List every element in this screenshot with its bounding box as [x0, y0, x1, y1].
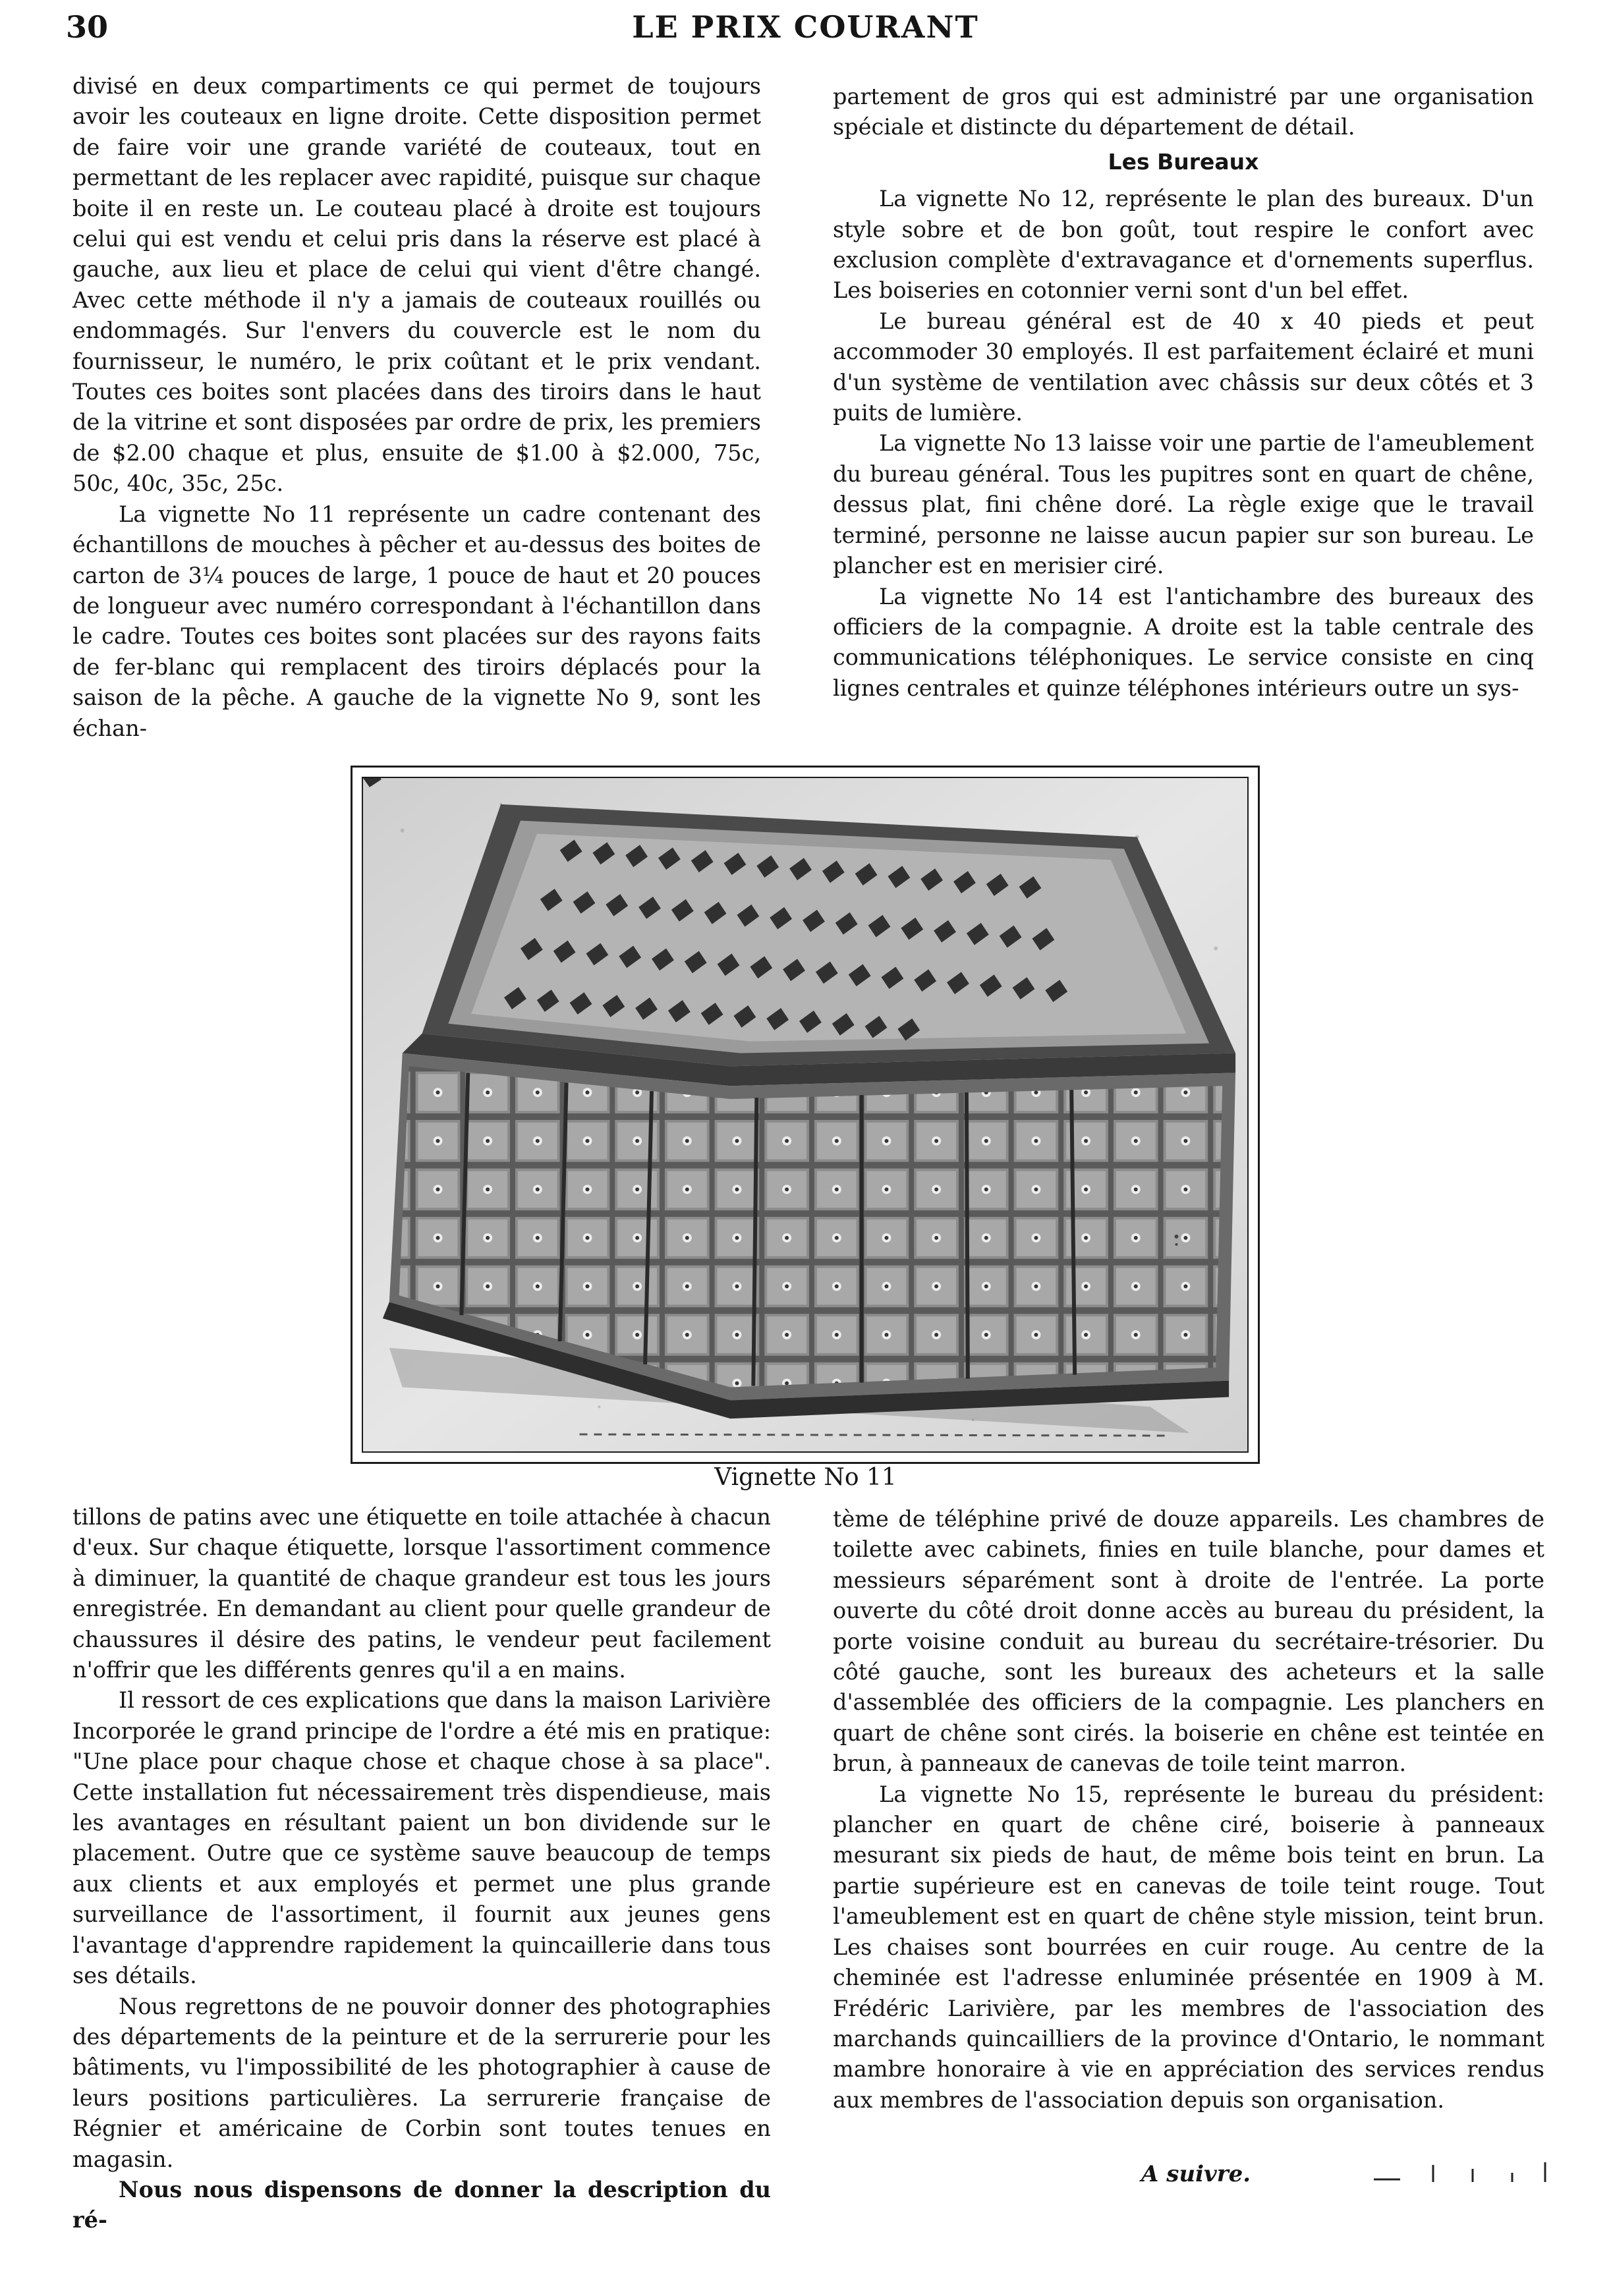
- continued-label: A suivre.: [1141, 2161, 1251, 2187]
- article-paragraph: Nous regrettons de ne pouvoir donner des photographies des départements de la peinture et de la serrurerie pour les bâtiments, vu l'impossibilité de les photographier à cause de leurs positions particulières. La serrurerie française de Régnier et américaine de Corbin sont toutes tenues en magasin.: [72, 1993, 771, 2172]
- article-column-bottom-right: [833, 1504, 1544, 2115]
- figure-caption: Vignette No 11: [714, 1464, 897, 1491]
- display-cabinet-photo: [363, 778, 1247, 1451]
- article-paragraph: Le bureau général est de 40 x 40 pieds et peut accommoder 30 employés. Il est parfaitement éclairé et muni d'un système de ventilation avec châssis sur deux côtés et 3 puits de lumière.: [833, 308, 1534, 426]
- article-paragraph: partement de gros qui est administré par une organisation spéciale et distincte du département de détail.: [833, 84, 1534, 140]
- article-column-top-left: [72, 71, 761, 744]
- article-paragraph: La vignette No 11 représente un cadre contenant des échantillons de mouches à pêcher et au-dessus des boites de carton de 3¼ pouces de large, 1 pouce de haut et 20 pouces de longueur avec numéro correspondant à l'échantillon dans le cadre. Toutes ces boites sont placées sur des rayons faits de fer-blanc qui remplacent des tiroirs déplacés pour la saison de la pêche. A gauche de la vignette No 9, sont les échan-: [72, 501, 761, 741]
- section-heading: Les Bureaux: [1108, 148, 1259, 175]
- article-paragraph: Il ressort de ces explications que dans la maison Larivière Incorporée le grand principe de l'ordre a été mis en pratique: "Une place pour chaque chose et chaque chose à sa place". Cette installation fut nécessairement très dispendieuse, mais les avantages en résultant paient un bon dividende sur le placement. Outre que ce système sauve beaucoup de temps aux clients et aux employés et permet une plus grande surveillance de l'assortiment, il fournit aux jeunes gens l'avantage d'apprendre rapidement la quincaillerie dans tous ses détails.: [72, 1687, 771, 1989]
- article-paragraph: tème de téléphine privé de douze appareils. Les chambres de toilette avec cabinets, finies en tuile blanche, pour dames et messieurs séparément sont à droite de l'entrée. La porte ouverte du côté droit donne accès au bureau du président, la porte voisine conduit au bureau du secrétaire-trésorier. Du côté gauche, sont les bureaux des acheteurs et la salle d'assemblée des officiers de la compagnie. Les planchers en quart de chêne sont cirés. la boiserie en chêne est teintée en brun, à panneaux de canevas de toile teint marron.: [833, 1506, 1544, 1777]
- figure-border: [362, 777, 1249, 1453]
- article-paragraph: La vignette No 13 laisse voir une partie de l'ameublement du bureau général. Tous les pupitres sont en quart de chêne, dessus plat, fini chêne doré. La règle exige que le travail terminé, personne ne laisse aucun papier sur son bureau. Le plancher est en merisier ciré.: [833, 430, 1534, 579]
- figure-frame: [351, 766, 1260, 1464]
- article-column-top-right: [833, 82, 1534, 704]
- article-paragraph: La vignette No 14 est l'antichambre des bureaux des officiers de la compagnie. A droite est la table centrale des communications téléphoniques. Le service consiste en cinq lignes centrales et quinze téléphones intérieurs outre un sys-: [833, 583, 1534, 701]
- article-column-bottom-left: [72, 1502, 771, 2236]
- article-paragraph: divisé en deux compartiments ce qui permet de toujours avoir les couteaux en ligne droite. Cette disposition permet de faire voir une grande variété de couteaux, tout en permettant de les replacer avec rapidité, puisque sur chaque boite il en reste un. Le couteau placé à droite est toujours celui qui est vendu et celui pris dans la réserve est placé à gauche, aux lieu et place de celui qui vient d'être changé. Avec cette méthode il n'y a jamais de couteaux rouillés ou endommagés. Sur l'envers du couvercle est le nom du fournisseur, le numéro, le prix coûtant et le prix vendant. Toutes ces boites sont placées dans des tiroirs dans le haut de la vitrine et sont disposées par ordre de prix, les premiers de $2.00 chaque et plus, ensuite de $1.00 à $2.000, 75c, 50c, 40c, 35c, 25c.: [72, 73, 761, 497]
- page-number: 30: [66, 9, 109, 45]
- article-paragraph: La vignette No 12, représente le plan des bureaux. D'un style sobre et de bon goût, tout respire le confort avec exclusion complète d'extravagance et d'ornements superflus. Les boiseries en cotonnier verni sont d'un bel effet.: [833, 186, 1534, 304]
- article-paragraph: tillons de patins avec une étiquette en toile attachée à chacun d'eux. Sur chaque étiquette, lorsque l'assortiment commence à diminuer, la quantité de chaque grandeur est tous les jours enregistrée. En demandant au client pour quelle grandeur de chaussures il désire des patins, le vendeur peut facilement n'offrir que les différents genres qu'il a en mains.: [72, 1504, 771, 1683]
- article-paragraph: Nous nous dispensons de donner la description du ré-: [72, 2176, 771, 2233]
- page-title: LE PRIX COURANT: [632, 9, 979, 45]
- scan-edge-marks: [1374, 2160, 1558, 2186]
- article-paragraph: La vignette No 15, représente le bureau du président: plancher en quart de chêne ciré, boiserie à panneaux mesurant six pieds de haut, de même bois teint en brun. La partie supérieure est en canevas de toile teint rouge. Tout l'ameublement est en quart de chêne style mission, teint brun. Les chaises sont bourrées en cuir rouge. Au centre de la cheminée est l'adresse enluminée présentée en 1909 à M. Frédéric Larivière, par les membres de l'association des marchands quincailliers de la province d'Ontario, le nommant mambre honoraire à vie en appréciation des services rendus aux membres de l'association depuis son organisation.: [833, 1781, 1544, 2113]
